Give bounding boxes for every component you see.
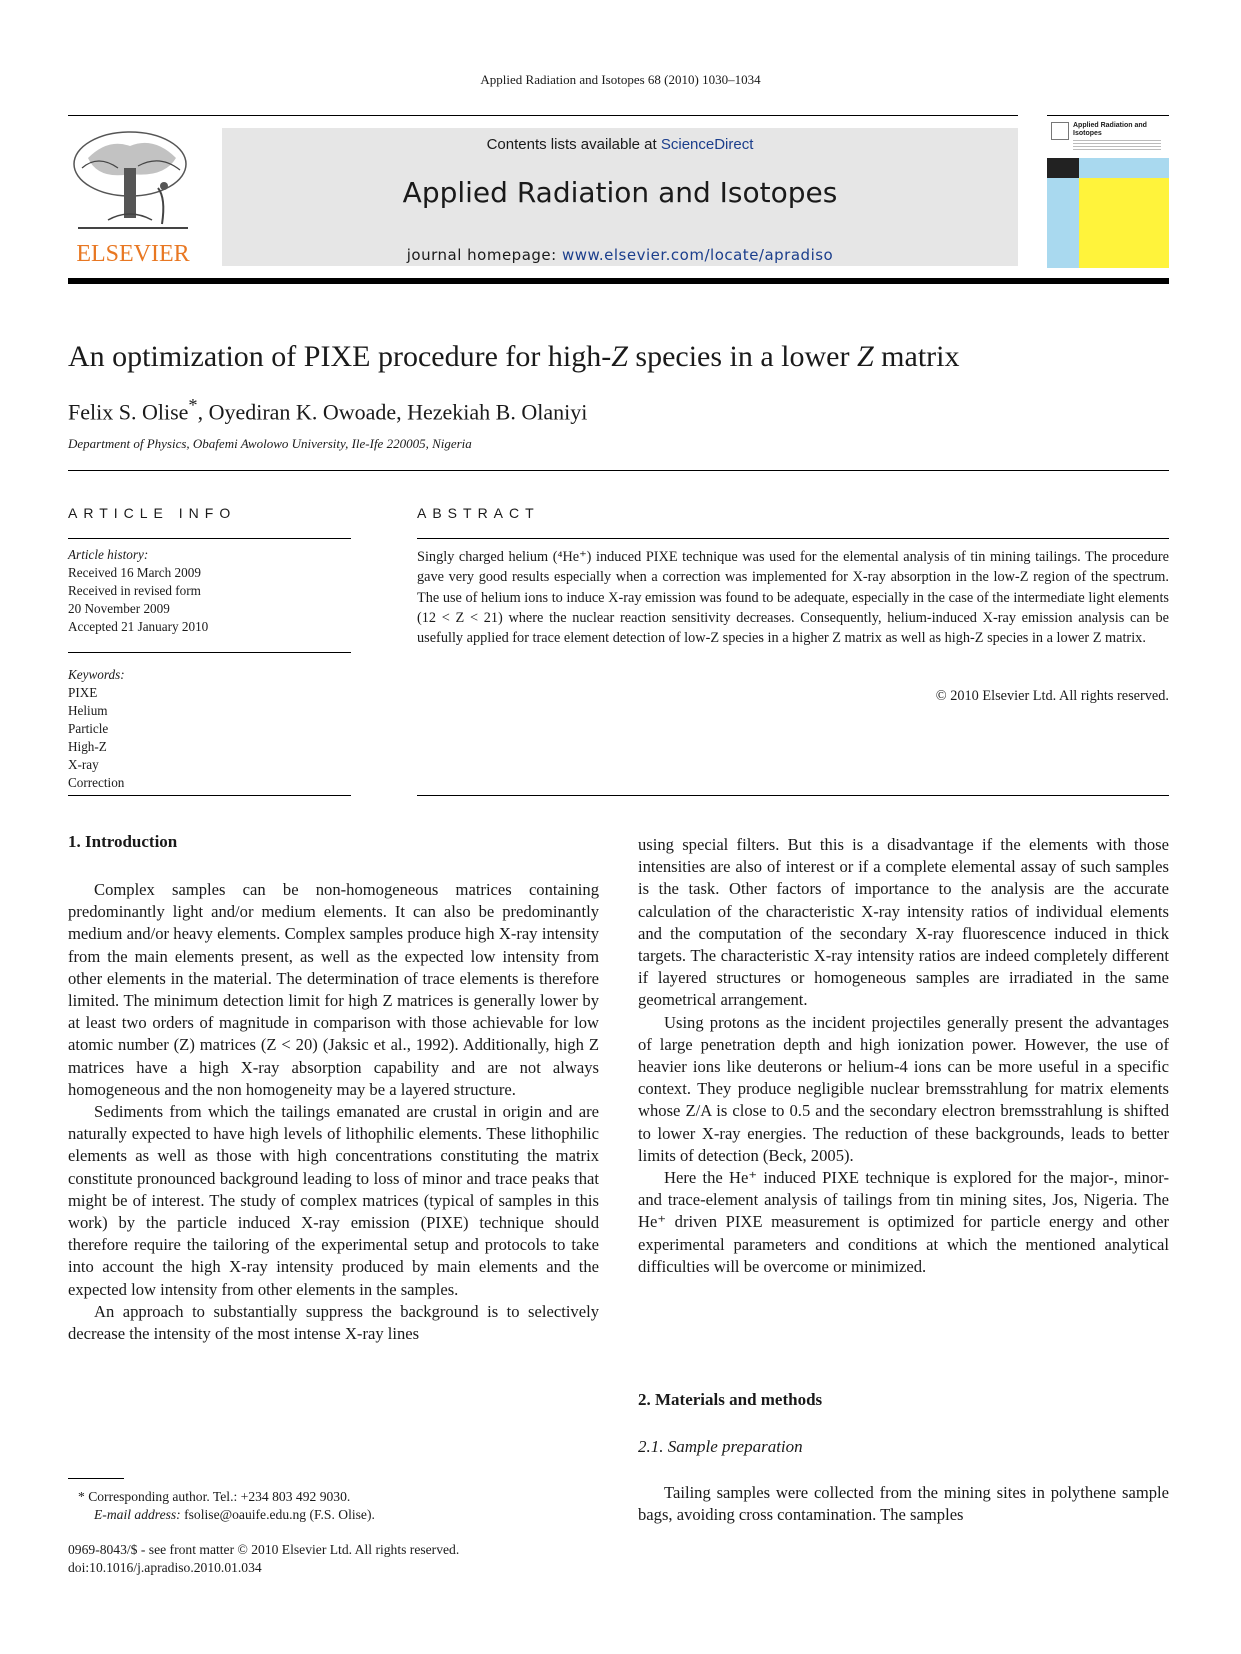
author-1: Felix S. Olise bbox=[68, 399, 189, 425]
cover-title: Applied Radiation and Isotopes bbox=[1073, 122, 1147, 137]
cover-rule bbox=[1047, 115, 1169, 116]
header-rule bbox=[68, 115, 1018, 116]
paragraph: An approach to substantially suppress the background is to selectively decrease the intensity of the most intense X-ray lines bbox=[68, 1301, 599, 1344]
cover-logo-icon bbox=[1051, 122, 1069, 140]
paragraph: Using protons as the incident projectiles generally present the advantages of large penetration depth and high ionization power. However, the use of heavier ions like deuterons or helium-4 ions can be more useful in a specific context. They produce negligible nuclear bremsstrahlung for matrix elements whose Z/A is close to 0.5 and the secondary electron bremsstrahlung is shifted to lower X-ray energies. The reduction of these backgrounds, leads to better limits of detection (Beck, 2005). bbox=[638, 1012, 1169, 1165]
keyword: PIXE bbox=[68, 685, 98, 700]
front-matter: 0969-8043/$ - see front matter © 2010 Elsevier Ltd. All rights reserved. bbox=[68, 1542, 460, 1557]
author-list: Felix S. Olise*, Oyediran K. Owoade, Hezekiah B. Olaniyi bbox=[68, 395, 588, 425]
keyword: Particle bbox=[68, 721, 109, 736]
paragraph: Tailing samples were collected from the mining sites in polythene sample bags, avoiding cross contamination. The samples bbox=[638, 1483, 1169, 1525]
keyword: Correction bbox=[68, 775, 125, 790]
elsevier-wordmark: ELSEVIER bbox=[76, 241, 190, 267]
right-column bbox=[638, 834, 1169, 1278]
tree-icon bbox=[68, 128, 198, 236]
journal-cover bbox=[1047, 118, 1169, 268]
affiliation: Department of Physics, Obafemi Awolowo University, Ile-Ife 220005, Nigeria bbox=[68, 436, 472, 451]
section-2-1-heading: 2.1. Sample preparation bbox=[638, 1437, 803, 1456]
corresponding-mark[interactable]: * bbox=[188, 395, 198, 415]
article-title: An optimization of PIXE procedure for high-Z species in a lower Z matrix bbox=[68, 340, 960, 373]
journal-reference: Applied Radiation and Isotopes 68 (2010) 1030–1034 bbox=[480, 72, 761, 87]
keyword: Helium bbox=[68, 703, 108, 718]
footnote-rule bbox=[68, 1478, 124, 1479]
keywords: Keywords: PIXE Helium Particle High-Z X-ray Correction bbox=[68, 667, 125, 790]
keyword: High-Z bbox=[68, 739, 107, 754]
abstract-text: Singly charged helium (⁴He⁺) induced PIXE technique was used for the elemental analysis of tin mining tailings. The procedure gave very good results especially when a correction was implemented for X-ray absorption in the low-Z region of the spectrum. The use of helium ions to induce X-ray emission was found to be adequate, especially in the case of the intermediate light elements (12 < Z < 21) where the nuclear reaction sensitivity decreases. Consequently, helium-induced X-ray emission analysis can be usefully applied for trace element detection of low-Z species in a higher Z matrix as well as high-Z species in a lower Z matrix. bbox=[417, 549, 1169, 647]
paragraph: Sediments from which the tailings emanated are crustal in origin and are naturally expected to have high levels of lithophilic elements. These lithophilic elements as well as those with high concentrations constituting the matrix constitute pronounced background leading to loss of minor and trace peaks that might be of interest. The study of complex matrices (typical of samples in this work) by the particle induced X-ray emission (PIXE) technique should therefore require the tailoring of the experimental setup and protocols to take into account the high X-ray intensity produced by main elements and the expected low intensity from other elements in the samples. bbox=[68, 1102, 599, 1299]
keyword: X-ray bbox=[68, 757, 99, 772]
header-thick-rule bbox=[68, 278, 1169, 284]
corresponding-author-note: * Corresponding author. Tel.: +234 803 492 9030. bbox=[78, 1489, 351, 1504]
sciencedirect-link[interactable]: ScienceDirect bbox=[660, 136, 754, 153]
contents-line: Contents lists available at ScienceDirect bbox=[486, 136, 754, 153]
title-rule bbox=[68, 470, 1169, 471]
right-column-continued bbox=[638, 1482, 1169, 1526]
abstract-copyright: © 2010 Elsevier Ltd. All rights reserved. bbox=[935, 688, 1169, 704]
paragraph: Here the He⁺ induced PIXE technique is explored for the major-, minor- and trace-element analysis of tailings from tin mining sites, Jos, Nigeria. The He⁺ driven PIXE measurement is optimized for particle energy and other experimental parameters and conditions at which the mentioned analytical difficulties will be overcome or minimized. bbox=[638, 1168, 1169, 1276]
elsevier-logo bbox=[68, 128, 198, 268]
publication-info bbox=[68, 1541, 668, 1577]
article-info-heading: ARTICLE INFO bbox=[68, 505, 237, 521]
journal-banner bbox=[222, 128, 1018, 266]
footnote bbox=[68, 1488, 599, 1524]
homepage-link[interactable]: www.elsevier.com/locate/apradiso bbox=[561, 246, 834, 264]
cover-atom-icon bbox=[1047, 158, 1079, 178]
doi[interactable]: doi:10.1016/j.apradiso.2010.01.034 bbox=[68, 1560, 262, 1575]
email-note: E-mail address: fsolise@oauife.edu.ng (F.S. Olise). bbox=[94, 1507, 375, 1522]
paragraph: Complex samples can be non-homogeneous matrices containing predominantly light and/or medium elements. It can also be predominantly medium and/or heavy elements. Complex samples produce high X-ray intensity from the main elements present, as well as the expected low intensity from other elements in the material. The determination of trace elements is therefore limited. The minimum detection limit for high Z matrices is generally lower by at least two orders of magnitude in comparison with those achievable for low atomic number (Z) matrices (Z < 20) (Jaksic et al., 1992). Additionally, high Z matrices have a high X-ray absorption capability and are not always homogeneous and the non homogeneity may be a layered structure. bbox=[68, 880, 599, 1099]
paragraph: using special filters. But this is a disadvantage if the elements with those intensities are also of interest or if a complete elemental assay of such samples is the task. Other factors of importance to the analysis are the accurate calculation of the characteristic X-ray intensity ratios of individual elements and the computation of the secondary X-ray fluorescence induced in thick targets. The characteristic X-ray intensity ratios are indeed completely different if layered structures or homogeneous samples are irradiated in the same geometrical arrangement. bbox=[638, 835, 1169, 1010]
section-1-heading: 1. Introduction bbox=[68, 832, 178, 851]
article-history: Article history: Received 16 March 2009 Received in revised form 20 November 2009 Accepted 21 January 2010 bbox=[68, 547, 209, 634]
abstract-heading: ABSTRACT bbox=[417, 505, 540, 521]
homepage-line: journal homepage: www.elsevier.com/locate/apradiso bbox=[406, 246, 834, 264]
journal-title: Applied Radiation and Isotopes bbox=[402, 176, 838, 209]
email-link[interactable]: fsolise@oauife.edu.ng (F.S. Olise). bbox=[180, 1507, 375, 1522]
section-2-heading: 2. Materials and methods bbox=[638, 1390, 823, 1409]
left-column bbox=[68, 879, 599, 1345]
